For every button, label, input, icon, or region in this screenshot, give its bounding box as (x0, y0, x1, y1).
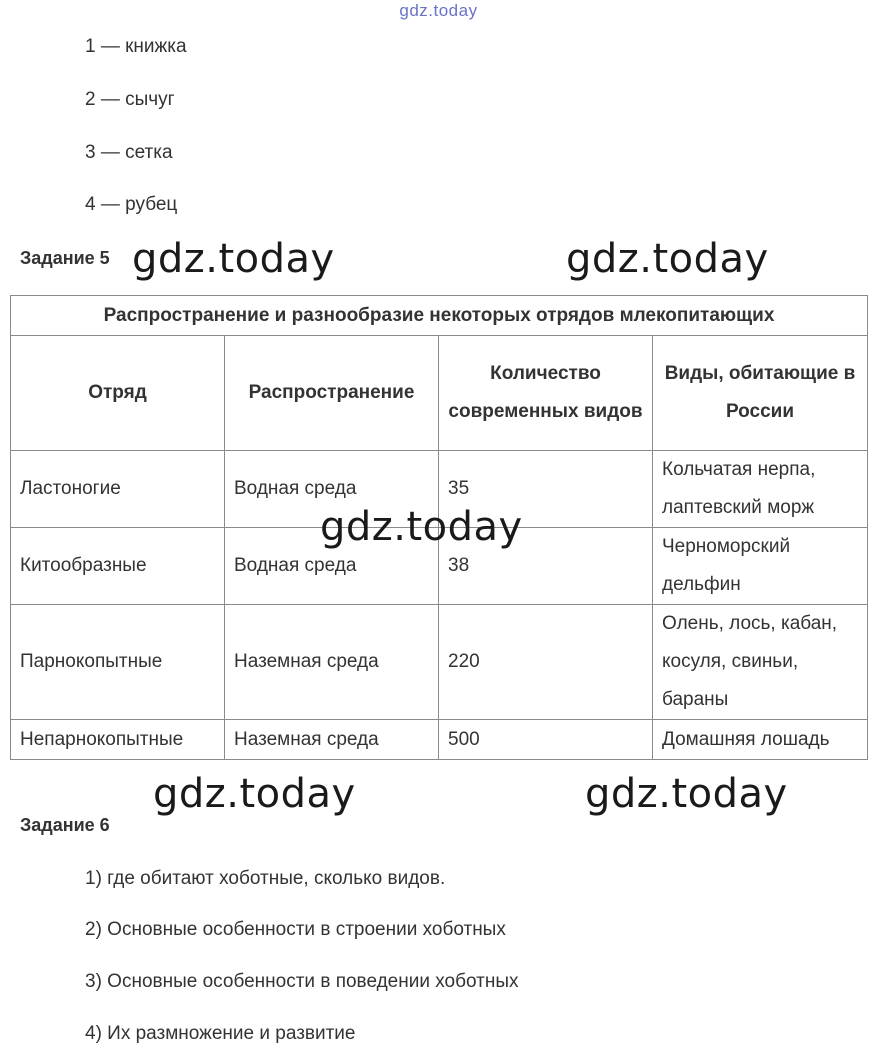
column-header: Распространение (225, 336, 439, 451)
table-cell: Наземная среда (225, 605, 439, 720)
list-item: 3 — сетка (85, 142, 173, 163)
watermark-text: gdz.today (320, 504, 523, 550)
table-cell: Домашняя лошадь (653, 720, 868, 760)
table-cell: 35 (439, 451, 653, 528)
table-cell: Ластоногие (11, 451, 225, 528)
table-cell: Парнокопытные (11, 605, 225, 720)
table-row (11, 720, 868, 760)
watermark-text: gdz.today (132, 236, 335, 282)
list-item: 1 — книжка (85, 36, 187, 57)
list-item: 2 — сычуг (85, 89, 175, 110)
watermark-text: gdz.today (153, 771, 356, 817)
column-header: Отряд (11, 336, 225, 451)
column-header: Виды, обитающие в России (653, 336, 868, 451)
table-title: Распространение и разнообразие некоторых отрядов млекопитающих (11, 296, 868, 336)
table-cell: Водная среда (225, 451, 439, 528)
table-cell: 500 (439, 720, 653, 760)
column-header: Количество современных видов (439, 336, 653, 451)
list-item: 1) где обитают хоботные, сколько видов. (85, 868, 446, 889)
table-cell: Водная среда (225, 528, 439, 605)
table-cell: Олень, лось, кабан, косуля, свиньи, бараны (653, 605, 868, 720)
list-item: 2) Основные особенности в строении хоботных (85, 919, 506, 940)
table-cell: Черноморский дельфин (653, 528, 868, 605)
watermark-text: gdz.today (566, 236, 769, 282)
list-item: 3) Основные особенности в поведении хоботных (85, 971, 519, 992)
table-cell: Непарнокопытные (11, 720, 225, 760)
list-item: 4) Их размножение и развитие (85, 1023, 356, 1044)
table-cell: 38 (439, 528, 653, 605)
watermark-text: gdz.today (585, 771, 788, 817)
table-cell: Кольчатая нерпа, лаптевский морж (653, 451, 868, 528)
table-cell: 220 (439, 605, 653, 720)
top-watermark: gdz.today (399, 1, 478, 20)
task5-heading: Задание 5 (20, 248, 110, 268)
task6-heading: Задание 6 (20, 815, 110, 835)
list-item: 4 — рубец (85, 194, 178, 215)
table-row (11, 605, 868, 720)
table-cell: Наземная среда (225, 720, 439, 760)
table-cell: Китообразные (11, 528, 225, 605)
